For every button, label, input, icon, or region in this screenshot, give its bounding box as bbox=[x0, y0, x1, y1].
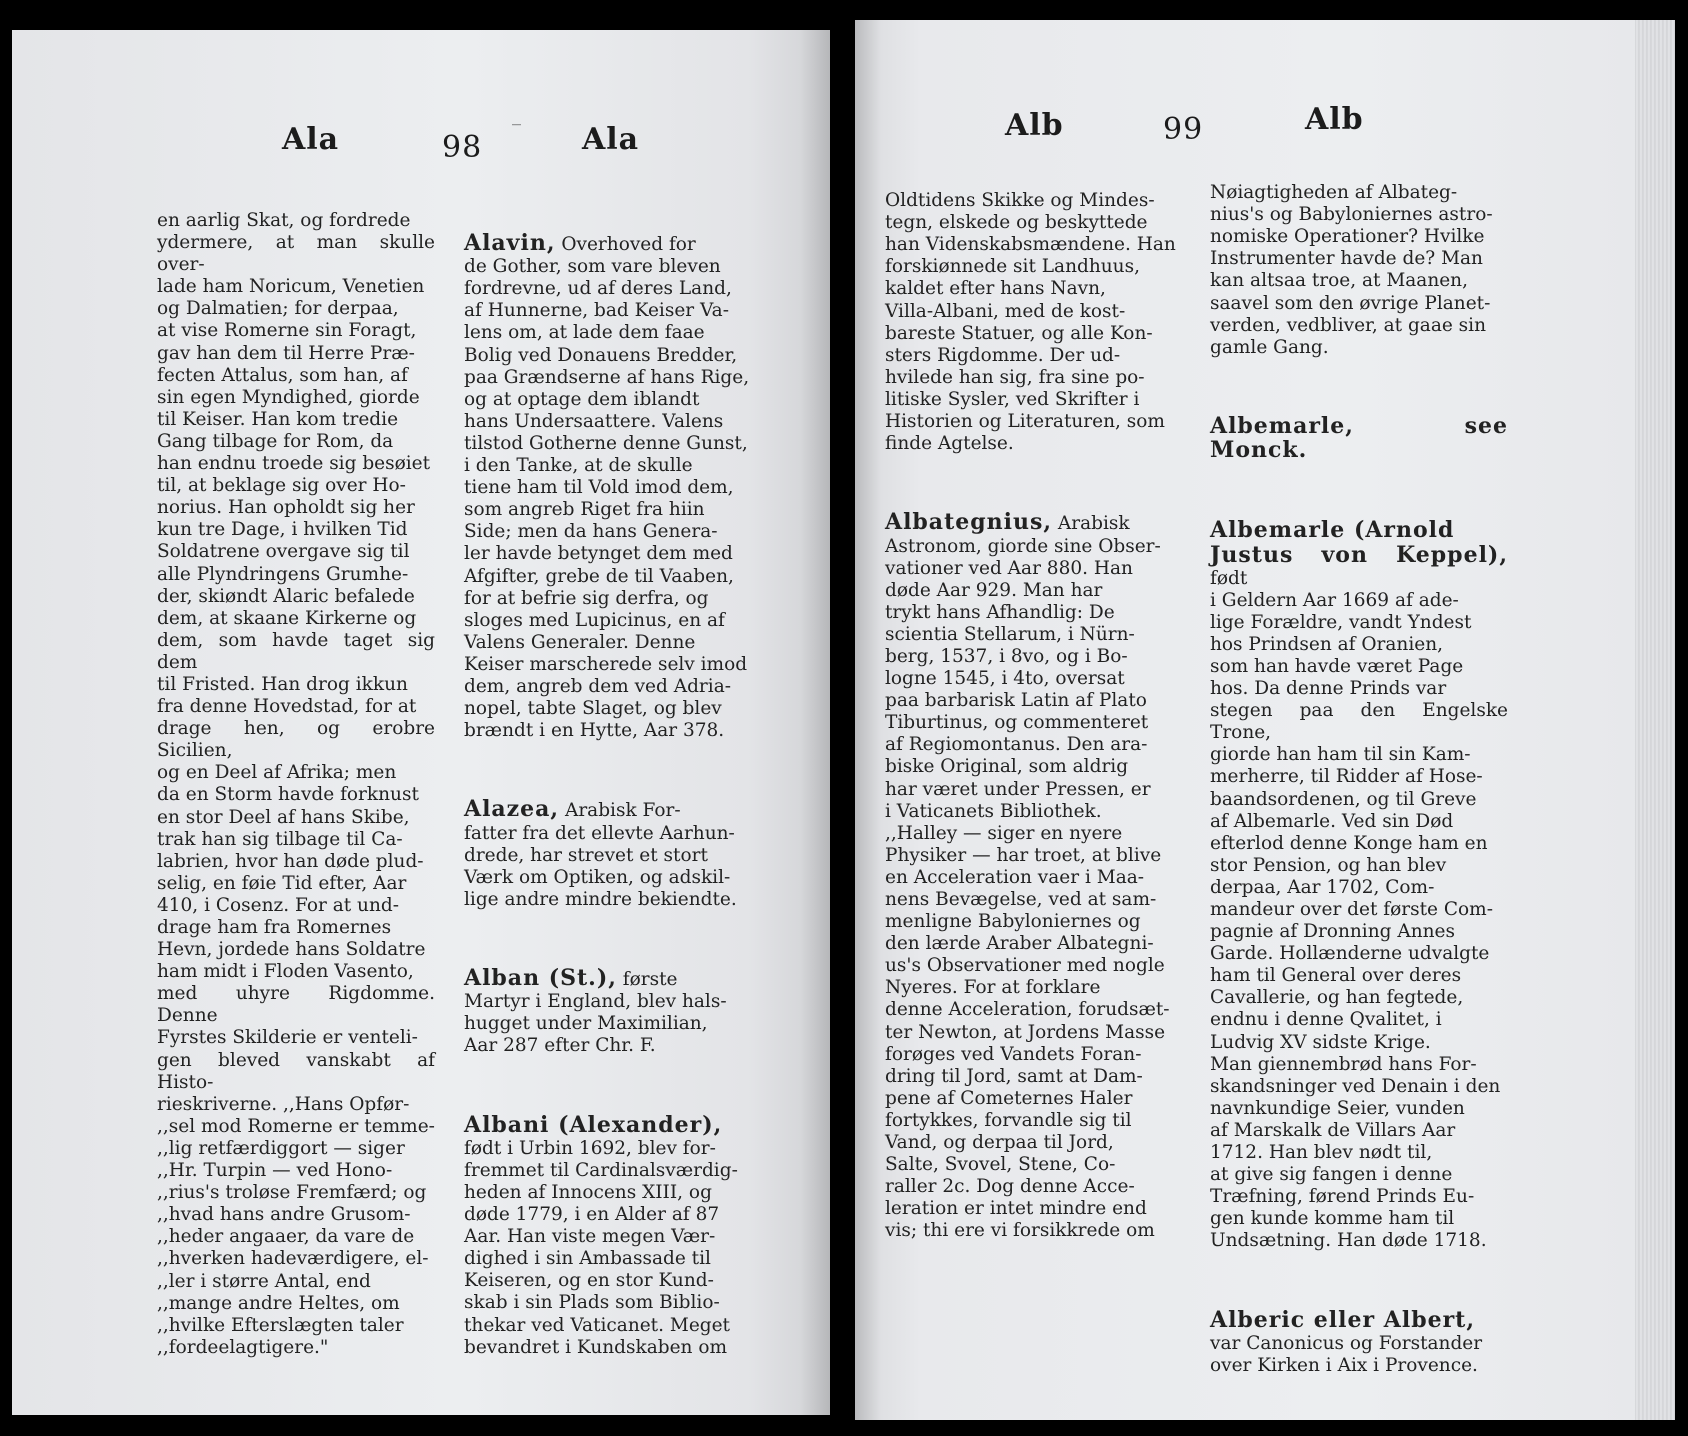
page-fore-edge bbox=[1635, 20, 1675, 1420]
albani-continuation: Oldtidens Skikke og Mindes- tegn, elskede og beskyttede han Videnskabsmændene. Han forskiønnede sit Landhuus, kaldet efter hans Navn, Villa-Albani, med de kost- bareste Statuer, og alle Kon- sters Rigdomme. Der ud- hvilede han sig, fra sine po- litiske Sysler, ved Skrifter i Historien og Literaturen, som finde Agtelse. bbox=[885, 190, 1176, 455]
entry-head-alberic: Alberic eller Albert, bbox=[1210, 1306, 1475, 1333]
albategnius-continuation: Nøiagtigheden af Albateg- nius's og Babyloniernes astro- nomiske Operationer? Hvilke Instrumenter havde de? Man kan altsaa troe, at Maanen, saavel som den øvrige Planet- verden, vedbliver, at gaae sin gamle Gang. bbox=[1210, 182, 1493, 358]
paragraph-gap bbox=[1210, 1275, 1508, 1287]
paragraph-gap bbox=[885, 477, 1185, 489]
entry-albemarle bbox=[1210, 519, 1508, 1252]
entry-head-albemarle-see: Albemarle, see Monck. bbox=[1210, 413, 1508, 464]
entry-text-alavin: Overhoved for de Gother, som vare bleven fordrevne, ud af deres Land, af Hunnerne, bad Keiser Va- lens om, at lade dem faae Bolig ved Donauens Bredder, paa Grændserne af hans Rige, og at optage dem iblandt hans Undersaattere. Valens tilstod Gotherne denne Gunst, i den Tanke, at de skulle tiene ham til Vold imod dem, som angreb Riget fra hiin Side; men da hans Genera- ler havde betynget dem med Afgifter, grebe de til Vaaben, for at befrie sig derfra, og sloges med Lupicinus, en af Valens Generaler. Denne Keiser marscherede selv imod dem, angreb dem ved Adria- nopel, tabte Slaget, og blev brændt i en Hytte, Aar 378. bbox=[464, 234, 750, 742]
left-page bbox=[12, 30, 830, 1415]
entry-text-alban: første Martyr i England, blev hals- hugget under Maximilian, Aar 287 efter Chr. F. bbox=[464, 969, 727, 1057]
entry-text-albemarle: født i Geldern Aar 1669 af ade- lige Forældre, vandt Yndest hos Prindsen af Oranien, som han havde været Page hos. Da denne Prinds var stegen paa den Engelske Trone, giorde han ham til sin Kam- merherre, til Ridder af Hose- baandsordenen, og til Greve af Albemarle. Ved sin Død efterlod denne Konge ham en stor Pension, og han blev derpaa, Aar 1702, Com- mandeur over det første Com- pagnie af Dronning Annes Garde. Hollænderne udvalgte ham til General over deres Cavallerie, og han fegtede, endnu i denne Qvalitet, i Ludvig XV sidste Krige. Man giennembrød hans For- skandsninger ved Denain i den navnkundige Seier, vunden af Marskalk de Villars Aar 1712. Han blev nødt til, at give sig fangen i denne Træfning, førend Prinds Eu- gen kunde komme ham til Undsætning. Han døde 1718. bbox=[1210, 567, 1508, 1252]
left-column-1: en aarlig Skat, og fordrede ydermere, at man skulle over- lade ham Noricum, Venetien og Dalmatien; for derpaa, at vise Romerne sin Foragt, gav han dem til Herre Præ- fecten Attalus, som han, af sin egen Myndighed, giorde til Keiser. Han kom tredie Gang tilbage for Rom, da han endnu troede sig besøiet til, at beklage sig over Ho- norius. Han opholdt sig her kun tre Dage, i hvilken Tid Soldatrene overgave sig til alle Plyndringens Grumhe- der, skiøndt Alaric befalede dem, at skaane Kirkerne og dem, som havde taget sig dem til Fristed. Han drog ikkun fra denne Hovedstad, for at drage hen, og erobre Sicilien, og en Deel af Afrika; men da en Storm havde forknust en stor Deel af hans Skibe, trak han sig tilbage til Ca- labrien, hvor han døde plud- selig, en føie Tid efter, Aar 410, i Cosenz. For at und- drage ham fra Romernes Hevn, jordede hans Soldatre ham midt i Floden Vasento, med uhyre Rigdomme. Denne Fyrstes Skilderie er venteli- gen bleved vanskabt af Histo- rieskriverne. ,,Hans Opfør- ,,sel mod Romerne er temme- ,,lig retfærdiggort — siger ,,Hr. Turpin — ved Hono- ,,rius's troløse Fremfærd; og ,,hvad hans andre Grusom- ,,heder angaaer, da vare de ,,hverken hadeværdigere, el- ,,ler i større Antal, end ,,mange andre Heltes, om ,,hvilke Efterslægten taler ,,fordeelagtigere." bbox=[157, 210, 435, 1358]
paragraph-gap bbox=[464, 933, 766, 945]
entry-alberic bbox=[1210, 1306, 1508, 1377]
paragraph-gap bbox=[1210, 485, 1508, 497]
right-header-left: Alb bbox=[1005, 108, 1064, 143]
entry-albemarle-see bbox=[1210, 415, 1508, 463]
right-page-number: 99 bbox=[1163, 112, 1204, 147]
left-page-number: 98 bbox=[442, 130, 483, 165]
entry-head-alazea: Alazea, bbox=[464, 796, 560, 823]
entry-text-albani: født i Urbin 1692, blev for- fremmet til Cardinalsværdig- heden af Innocens XIII, og døde 1779, i en Alder af 87 Aar. Han viste megen Vær- dighed i sin Ambassade til Keiseren, og en stor Kund- skab i sin Plads som Biblio- thekar ved Vaticanet. Meget bevandret i Kundskaben om bbox=[464, 1137, 738, 1358]
entry-alban bbox=[464, 967, 766, 1057]
right-spine-shadow bbox=[855, 20, 881, 1420]
paragraph-gap bbox=[464, 1080, 766, 1092]
entry-text-albategnius: Arabisk Astronom, giorde sine Obser- vationer ved Aar 880. Han døde Aar 929. Man har trykt hans Afhandlig: De scientia Stellarum, i Nürn- berg, 1537, i 8vo, og i Bo- logne 1545, i 4to, oversat paa barbarisk Latin af Plato Tiburtinus, og commenteret af Regiomontanus. Den ara- biske Original, som aldrig har været under Pressen, er i Vaticanets Bibliothek. ,,Halley — siger en nyere Physiker — har troet, at blive en Acceleration vaer i Maa- nens Bevægelse, ved at sam- menligne Babyloniernes og den lærde Araber Albategni- us's Observationer med nogle Nyeres. For at forklare denne Acceleration, forudsæt- ter Newton, at Jordens Masse forøges ved Vandets Foran- dring til Jord, samt at Dam- pene af Cometernes Haler fortykkes, forvandle sig til Vand, og derpaa til Jord, Salte, Svovel, Stene, Co- raller 2c. Dog denne Acce- leration er intet mindre end vis; thi ere vi forsikkrede om bbox=[885, 513, 1170, 1242]
entry-head-alban: Alban (St.), bbox=[464, 965, 617, 992]
left-column-2 bbox=[464, 210, 766, 1381]
entry-head-albategnius: Albategnius, bbox=[885, 509, 1052, 536]
entry-head-albemarle: Albemarle (Arnold Justus von Keppel), bbox=[1210, 517, 1508, 568]
entry-text-alberic: var Canonicus og Forstander over Kirken i Aix i Provence. bbox=[1210, 1332, 1483, 1376]
left-header-right: Ala bbox=[582, 122, 640, 157]
entry-albategnius bbox=[885, 511, 1185, 1242]
paragraph-gap bbox=[1210, 381, 1508, 393]
paragraph-gap bbox=[464, 764, 766, 776]
right-header-right: Alb bbox=[1305, 102, 1364, 137]
entry-albani bbox=[464, 1111, 766, 1359]
right-column-2 bbox=[1210, 160, 1508, 1399]
entry-head-albani: Albani (Alexander), bbox=[464, 1111, 723, 1138]
right-page bbox=[855, 20, 1675, 1420]
left-header-left: Ala bbox=[282, 122, 340, 157]
entry-text-alazea: Arabisk For- fatter fra det ellevte Aarhun- drede, har strevet et stort Værk om Optiken, og adskil- lige andre mindre bekiendte. bbox=[464, 800, 737, 910]
entry-head-alavin: Alavin, bbox=[464, 230, 556, 257]
left-header-mark: ‾ bbox=[512, 122, 521, 143]
left-spine-shadow bbox=[800, 30, 830, 1415]
entry-alavin bbox=[464, 232, 766, 742]
right-column-1 bbox=[885, 168, 1185, 1265]
entry-alazea bbox=[464, 798, 766, 910]
